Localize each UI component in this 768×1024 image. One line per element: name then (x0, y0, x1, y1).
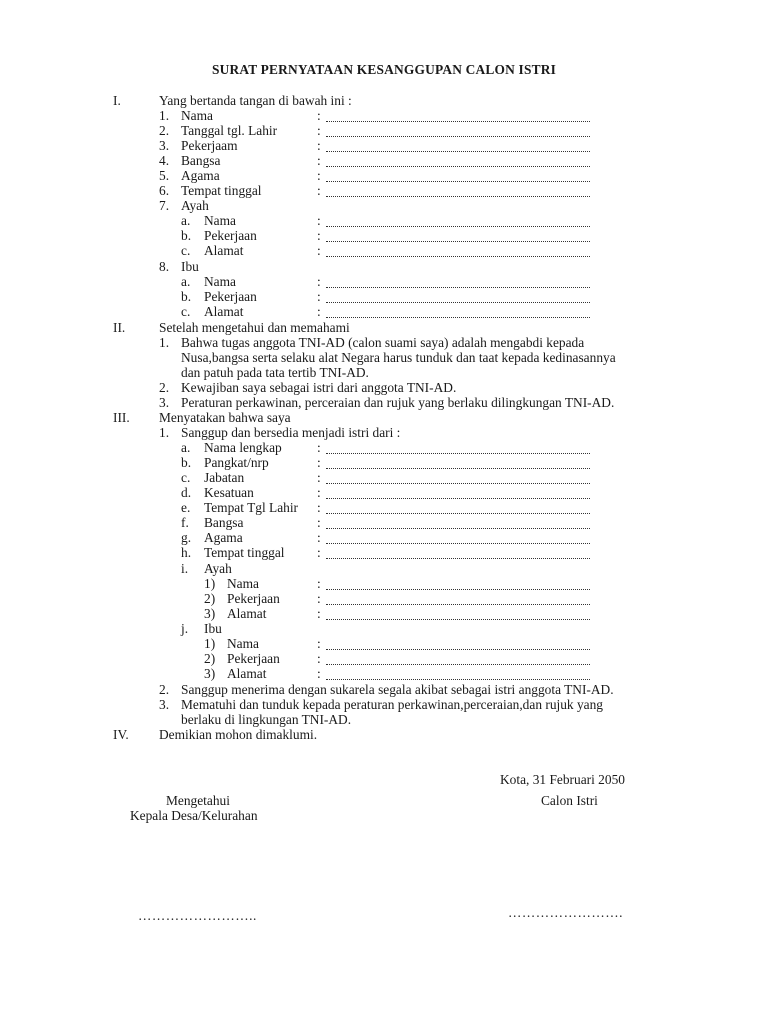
fill-line[interactable] (326, 120, 590, 122)
paragraph-line: Kewajiban saya sebagai istri dari anggota TNI-AD. (181, 380, 457, 395)
signer-right-title: Calon Istri (541, 793, 598, 808)
item-number: 3. (159, 697, 170, 712)
closing-text: Demikian mohon dimaklumi. (159, 727, 318, 742)
colon: : (317, 576, 321, 591)
item-number: 3) (204, 606, 216, 621)
item-letter: b. (181, 228, 192, 243)
fill-line[interactable] (326, 316, 590, 318)
colon: : (317, 123, 321, 138)
item-letter: b. (181, 289, 192, 304)
field-label-ibu-nama: Nama (227, 636, 259, 651)
colon: : (317, 515, 321, 530)
fill-line[interactable] (326, 663, 590, 665)
item-number: 2. (159, 380, 170, 395)
field-label-agama: Agama (181, 168, 220, 183)
field-label-pekerjaan: Pekerjaam (181, 138, 238, 153)
field-label-ayah-pekerjaan: Pekerjaan (204, 228, 257, 243)
item-letter: a. (181, 213, 191, 228)
section-heading: Yang bertanda tangan di bawah ini : (159, 93, 352, 108)
paragraph-line: Nusa,bangsa serta selaku alat Negara harus tunduk dan taat kepada kedinasannya (181, 350, 616, 365)
item-number: 1) (204, 576, 216, 591)
fill-line[interactable] (326, 588, 590, 590)
item-letter: a. (181, 440, 191, 455)
field-label-ibu-pekerjaan: Pekerjaan (204, 289, 257, 304)
item-number: 1. (159, 425, 170, 440)
item-number: 6. (159, 183, 170, 198)
field-label-nama-lengkap: Nama lengkap (204, 440, 282, 455)
fill-line[interactable] (326, 165, 590, 167)
fill-line[interactable] (326, 603, 590, 605)
colon: : (317, 636, 321, 651)
item-letter: j. (181, 621, 189, 636)
place-date: Kota, 31 Februari 2050 (500, 772, 625, 787)
signature-line-right[interactable]: ……………………. (508, 905, 623, 920)
item-number: 1. (159, 335, 170, 350)
colon: : (317, 108, 321, 123)
field-label-ayah-pekerjaan: Pekerjaan (227, 591, 280, 606)
item-number: 1. (159, 108, 170, 123)
colon: : (317, 606, 321, 621)
colon: : (317, 289, 321, 304)
fill-line[interactable] (326, 467, 590, 469)
field-label-ibu-alamat: Alamat (204, 304, 244, 319)
item-letter: c. (181, 304, 191, 319)
fill-line[interactable] (326, 150, 590, 152)
paragraph-line: Mematuhi dan tunduk kepada peraturan perkawinan,perceraian,dan rujuk yang (181, 697, 604, 712)
colon: : (317, 243, 321, 258)
subheading-ayah: Ayah (204, 561, 232, 576)
paragraph-line: Peraturan perkawinan, perceraian dan rujuk yang berlaku dilingkungan TNI-AD. (181, 395, 615, 410)
paragraph-line: berlaku di lingkungan TNI-AD. (181, 712, 352, 727)
fill-line[interactable] (326, 286, 590, 288)
item-number: 4. (159, 153, 170, 168)
item-number: 5. (159, 168, 170, 183)
field-label-agama: Agama (204, 530, 243, 545)
fill-line[interactable] (326, 135, 590, 137)
fill-line[interactable] (326, 542, 590, 544)
item-number: 2) (204, 591, 216, 606)
field-label-ibu-alamat: Alamat (227, 666, 267, 681)
field-label-ayah-alamat: Alamat (227, 606, 267, 621)
colon: : (317, 183, 321, 198)
item-letter: g. (181, 530, 192, 545)
colon: : (317, 228, 321, 243)
paragraph-line: Bahwa tugas anggota TNI-AD (calon suami saya) adalah mengabdi kepada (181, 335, 585, 350)
fill-line[interactable] (326, 180, 590, 182)
paragraph-line: dan patuh pada tata tertib TNI-AD. (181, 365, 369, 380)
item-letter: a. (181, 274, 191, 289)
paragraph-line: Sanggup dan bersedia menjadi istri dari : (181, 425, 401, 440)
field-label-ibu-pekerjaan: Pekerjaan (227, 651, 280, 666)
item-number: 2. (159, 123, 170, 138)
subheading-ibu: Ibu (181, 259, 199, 274)
fill-line[interactable] (326, 240, 590, 242)
colon: : (317, 138, 321, 153)
fill-line[interactable] (326, 557, 590, 559)
item-letter: i. (181, 561, 189, 576)
section-number: I. (113, 93, 121, 108)
item-letter: d. (181, 485, 192, 500)
section-number: II. (113, 320, 126, 335)
colon: : (317, 485, 321, 500)
field-label-ibu-nama: Nama (204, 274, 236, 289)
fill-line[interactable] (326, 195, 590, 197)
section-number: III. (113, 410, 130, 425)
item-number: 3) (204, 666, 216, 681)
field-label-tempat-tinggal: Tempat tinggal (181, 183, 262, 198)
colon: : (317, 530, 321, 545)
signature-line-left[interactable]: …………………….. (138, 908, 257, 923)
colon: : (317, 651, 321, 666)
item-number: 3. (159, 138, 170, 153)
field-label-ayah-nama: Nama (227, 576, 259, 591)
section-heading: Menyatakan bahwa saya (159, 410, 291, 425)
fill-line[interactable] (326, 452, 590, 454)
item-letter: c. (181, 243, 191, 258)
paragraph-line: Sanggup menerima dengan sukarela segala akibat sebagai istri anggota TNI-AD. (181, 682, 614, 697)
fill-line[interactable] (326, 512, 590, 514)
item-number: 3. (159, 395, 170, 410)
field-label-tempat-tinggal: Tempat tinggal (204, 545, 285, 560)
fill-line[interactable] (326, 527, 590, 529)
item-letter: f. (181, 515, 189, 530)
item-number: 2) (204, 651, 216, 666)
field-label-bangsa: Bangsa (204, 515, 244, 530)
colon: : (317, 470, 321, 485)
colon: : (317, 545, 321, 560)
field-label-kesatuan: Kesatuan (204, 485, 254, 500)
fill-line[interactable] (326, 301, 590, 303)
fill-line[interactable] (326, 225, 590, 227)
section-number: IV. (113, 727, 129, 742)
document-title: SURAT PERNYATAAN KESANGGUPAN CALON ISTRI (211, 62, 557, 77)
colon: : (317, 455, 321, 470)
colon: : (317, 213, 321, 228)
item-number: 7. (159, 198, 170, 213)
colon: : (317, 440, 321, 455)
fill-line[interactable] (326, 648, 590, 650)
colon: : (317, 274, 321, 289)
field-label-tanggal-lahir: Tanggal tgl. Lahir (181, 123, 278, 138)
field-label-jabatan: Jabatan (204, 470, 245, 485)
fill-line[interactable] (326, 255, 590, 257)
colon: : (317, 666, 321, 681)
fill-line[interactable] (326, 678, 590, 680)
fill-line[interactable] (326, 497, 590, 499)
colon: : (317, 153, 321, 168)
subheading-ayah: Ayah (181, 198, 209, 213)
item-letter: c. (181, 470, 191, 485)
field-label-ayah-nama: Nama (204, 213, 236, 228)
item-number: 1) (204, 636, 216, 651)
field-label-bangsa: Bangsa (181, 153, 221, 168)
item-letter: e. (181, 500, 191, 515)
fill-line[interactable] (326, 482, 590, 484)
section-heading: Setelah mengetahui dan memahami (159, 320, 350, 335)
colon: : (317, 168, 321, 183)
signer-left-role: Kepala Desa/Kelurahan (130, 808, 258, 823)
fill-line[interactable] (326, 618, 590, 620)
field-label-ayah-alamat: Alamat (204, 243, 244, 258)
item-letter: h. (181, 545, 192, 560)
field-label-pangkat-nrp: Pangkat/nrp (204, 455, 269, 470)
colon: : (317, 591, 321, 606)
field-label-nama: Nama (181, 108, 213, 123)
item-number: 2. (159, 682, 170, 697)
colon: : (317, 500, 321, 515)
subheading-ibu: Ibu (204, 621, 222, 636)
item-letter: b. (181, 455, 192, 470)
signer-left-title: Mengetahui (166, 793, 230, 808)
colon: : (317, 304, 321, 319)
field-label-tempat-tgl-lahir: Tempat Tgl Lahir (204, 500, 299, 515)
item-number: 8. (159, 259, 170, 274)
